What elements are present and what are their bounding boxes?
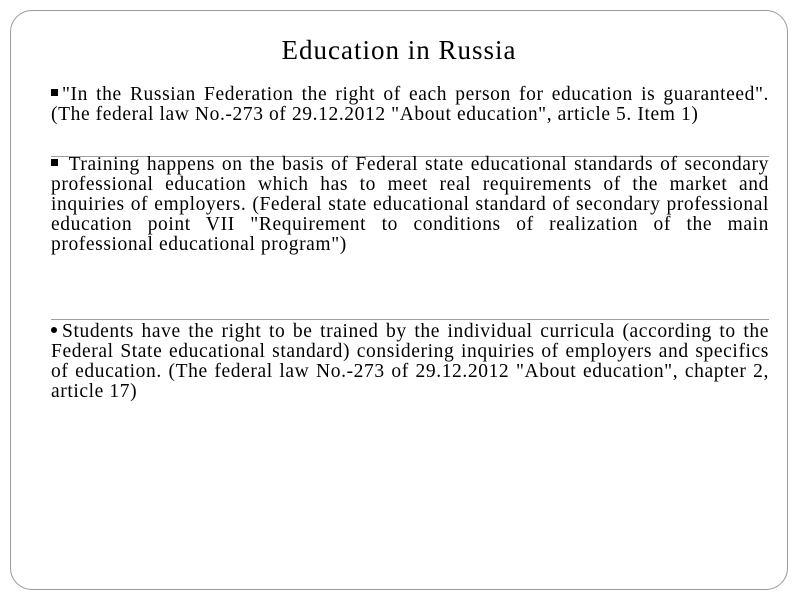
divider-2 <box>51 319 769 320</box>
square-bullet-icon <box>51 159 58 166</box>
square-bullet-icon <box>51 89 58 96</box>
bullet-point-3-text: Students have the right to be trained by the individual curricula (according to the Federal State educational standard) considering inquiries of employers and specifics of education. (The federal law No.-273 of 29.12.2012 "About education", chapter 2, article 17) <box>51 321 769 402</box>
slide-title: Education in Russia <box>281 35 517 65</box>
bullet-point-2 <box>51 155 769 255</box>
bullet-point-2-text: Training happens on the basis of Federal state educational standards of secondary professional education which has to meet real requirements of the market and inquiries of employers. (Federal state educational standard of secondary professional education point VII "Requirement to conditions of realization of the main professional educational program") <box>51 154 770 255</box>
bullet-point-1-text: "In the Russian Federation the right of each person for education is guaranteed". (The federal law No.-273 of 29.12.2012 "About education", article 5. Item 1) <box>51 84 769 125</box>
round-bullet-icon <box>51 327 57 333</box>
bullet-point-3 <box>51 322 769 402</box>
bullet-point-1 <box>51 85 769 125</box>
slide-frame <box>10 10 788 590</box>
